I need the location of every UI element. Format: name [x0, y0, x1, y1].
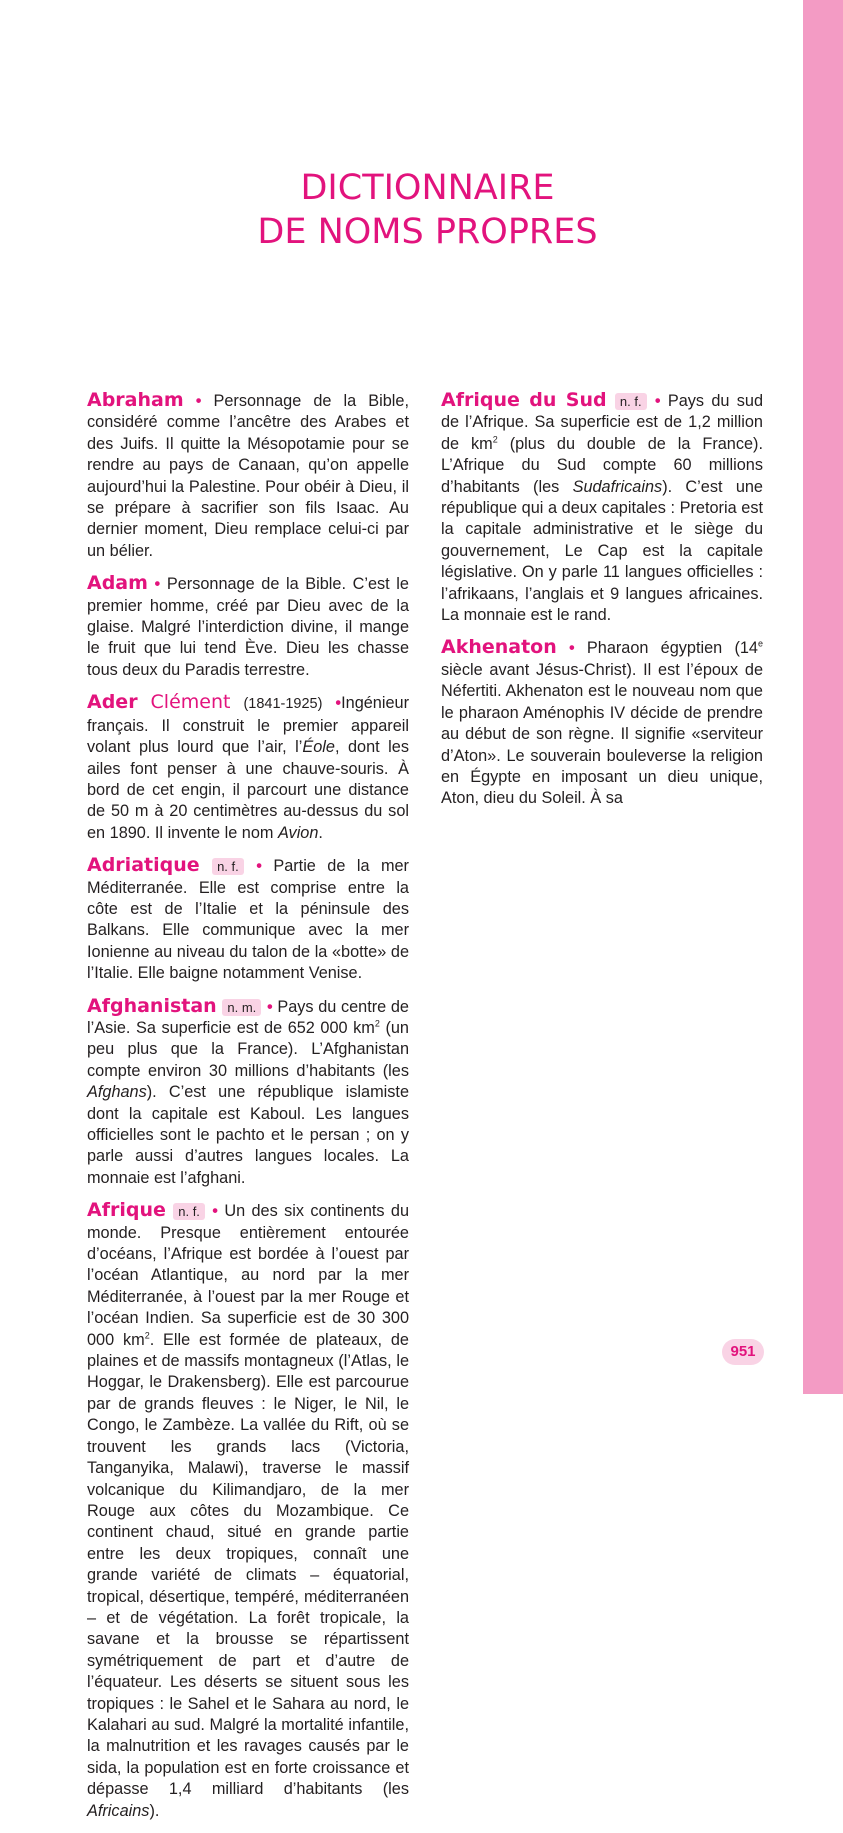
definition-italic: Éole [302, 738, 335, 757]
definition-italic: Afghans [87, 1083, 147, 1102]
title-line-2: DE NOMS PROPRES [257, 212, 598, 252]
entry-afrique-du-sud [441, 390, 763, 626]
bullet: • [266, 997, 273, 1016]
definition: Un des six continents du monde. Presque entièrement entourée d’océans, l’Afrique est bordée à l’ouest par l’océan Atlantique, au nord par la mer Méditerranée, à l’ouest par la mer Rouge et l’océan Indien. Sa superficie est de 30 300 000 km [87, 1202, 410, 1349]
definition: Partie de la mer Méditerranée. Elle est comprise entre la côte est de l’Italie et la péninsule des Balkans. Elle communique avec la mer Ionienne au niveau du talon de la «botte» de l’Italie. Elle baigne notamment Venise. [87, 857, 409, 983]
definition: Pays du sud de l’Afrique. Sa superficie est de 1,2 million de km [441, 392, 763, 453]
definition: , dont les ailes font penser à une chauve-souris. À bord de cet engin, il parcourt une distance de 50 m à 20 centimètres au-dessus du sol en 1890. Il invente le nom [87, 738, 409, 842]
headword-firstname: Clément [150, 691, 231, 714]
definition-italic: Africains [87, 1801, 150, 1820]
superscript: 2 [374, 1018, 380, 1029]
left-column [87, 390, 409, 1833]
definition: siècle avant Jésus-Christ). Il est l’époux de Néfertiti. Akhenaton est le nouveau nom que le pharaon Aménophis IV décide de prendre au début de son règne. Il signifie «serviteur d’Aton». Le souverain bouleverse la religion en Égypte en imposant un dieu unique, Aton, dieu du Soleil. À sa [441, 660, 763, 808]
headword: Afrique [87, 1199, 166, 1222]
definition-italic: Sudafricains [572, 477, 663, 496]
bullet: • [335, 694, 342, 713]
definition: ). C’est une république islamiste dont la capitale est Kaboul. Les langues officielles sont le pachto et le persan ; on y parle aussi d’autres langues locales. La monnaie est l’afghani. [87, 1083, 409, 1187]
title-line-1: DICTIONNAIRE [300, 168, 555, 208]
definition: Personnage de la Bible, considéré comme l’ancêtre des Arabes et des Juifs. Il quitte la Mésopotamie pour se rendre au pays de Canaan, qu’on appelle aujourd’hui la Palestine. Pour obéir à Dieu, il se prépare à sacrifier son fils Isaac. Au dernier moment, Dieu remplace celui-ci par un bélier. [87, 392, 409, 560]
definition: (plus du double de la France). L’Afrique du Sud compte 60 millions d’habitants (les [441, 434, 763, 496]
superscript: e [757, 639, 763, 650]
bullet: • [154, 575, 161, 594]
headword: Adam [87, 572, 148, 595]
definition: . Elle est formée de plateaux, de plaines et de massifs montagneux (l’Atlas, le Hoggar, le Drakensberg). Elle est parcourue par de grands fleuves : le Niger, le Nil, le Congo, le Zambèze. La vallée du Rift, où se trouvent les grands lacs (Victoria, Tanganyika, Malawi), traverse le massif volcanique du Kilimandjaro, de la mer Rouge aux côtes du Mozambique. Ce continent chaud, situé en grande partie entre les deux tropiques, connaît une grande variété de climats – équatorial, tropical, désertique, tempéré, méditerranéen – et de végétation. La forêt tropicale, la savane et la brousse se répartissent symétriquement de part et d’autre de l’équateur. Les déserts se situent sous les tropiques : le Sahel et le Sahara au nord, le Kalahari au sud. Malgré la mortalité infantile, la malnutrition et les ravages causés par le sida, la population est en forte croissance et dépasse 1,4 milliard d’habitants (les [87, 1330, 409, 1799]
definition: Ingénieur français. Il construit le premier appareil volant plus lourd que l’air, l’ [87, 694, 410, 757]
grammar-badge: n. m. [222, 999, 261, 1016]
page-number: 951 [722, 1339, 764, 1365]
headword: Adriatique [87, 854, 200, 877]
definition: ). [149, 1801, 160, 1820]
entry-ader [87, 692, 409, 844]
bullet: • [568, 639, 575, 658]
grammar-badge: n. f. [212, 858, 244, 875]
bullet: • [654, 392, 661, 410]
entry-akhenaton [441, 637, 763, 809]
bullet: • [212, 1202, 218, 1221]
headword: Afghanistan [87, 994, 217, 1017]
bullet: • [256, 857, 262, 876]
grammar-badge: n. f. [615, 393, 647, 410]
grammar-badge: n. f. [173, 1203, 205, 1220]
dates: (1841-1925) [243, 696, 323, 713]
superscript: 2 [144, 1330, 150, 1341]
definition-italic: Avion [277, 823, 319, 842]
entry-afghanistan [87, 996, 409, 1190]
headword: Akhenaton [441, 636, 557, 659]
right-column [441, 390, 763, 821]
headword: Ader [87, 691, 138, 714]
definition: (un peu plus que la France). L’Afghanistan compte environ 30 millions d’habitants (les [87, 1018, 409, 1080]
entry-afrique [87, 1200, 409, 1822]
entry-abraham [87, 390, 409, 562]
entry-adriatique [87, 855, 409, 984]
definition: . [318, 823, 323, 842]
definition: Personnage de la Bible. C’est le premier homme, créé par Dieu avec de la glaise. Malgré l’interdiction divine, il mange le fruit que lui tend Ève. Dieu les chasse tous deux du Paradis terrestre. [87, 575, 409, 679]
bullet: • [195, 392, 202, 410]
headword: Abraham [87, 389, 184, 411]
headword: Afrique du Sud [441, 389, 607, 411]
entry-adam [87, 573, 409, 681]
definition: ). C’est une république qui a deux capitales : Pretoria est la capitale administrative et le siège du gouvernement, Le Cap est la capitale législative. On y parle 11 langues officielles : l’afrikaans, l’anglais et 9 langues africaines. La monnaie est le rand. [441, 477, 763, 625]
definition: Pharaon égyptien (14 [586, 639, 758, 658]
superscript: 2 [492, 434, 498, 445]
definition: Pays du centre de l’Asie. Sa superficie est de 652 000 km [87, 997, 409, 1037]
page-title [0, 166, 843, 254]
